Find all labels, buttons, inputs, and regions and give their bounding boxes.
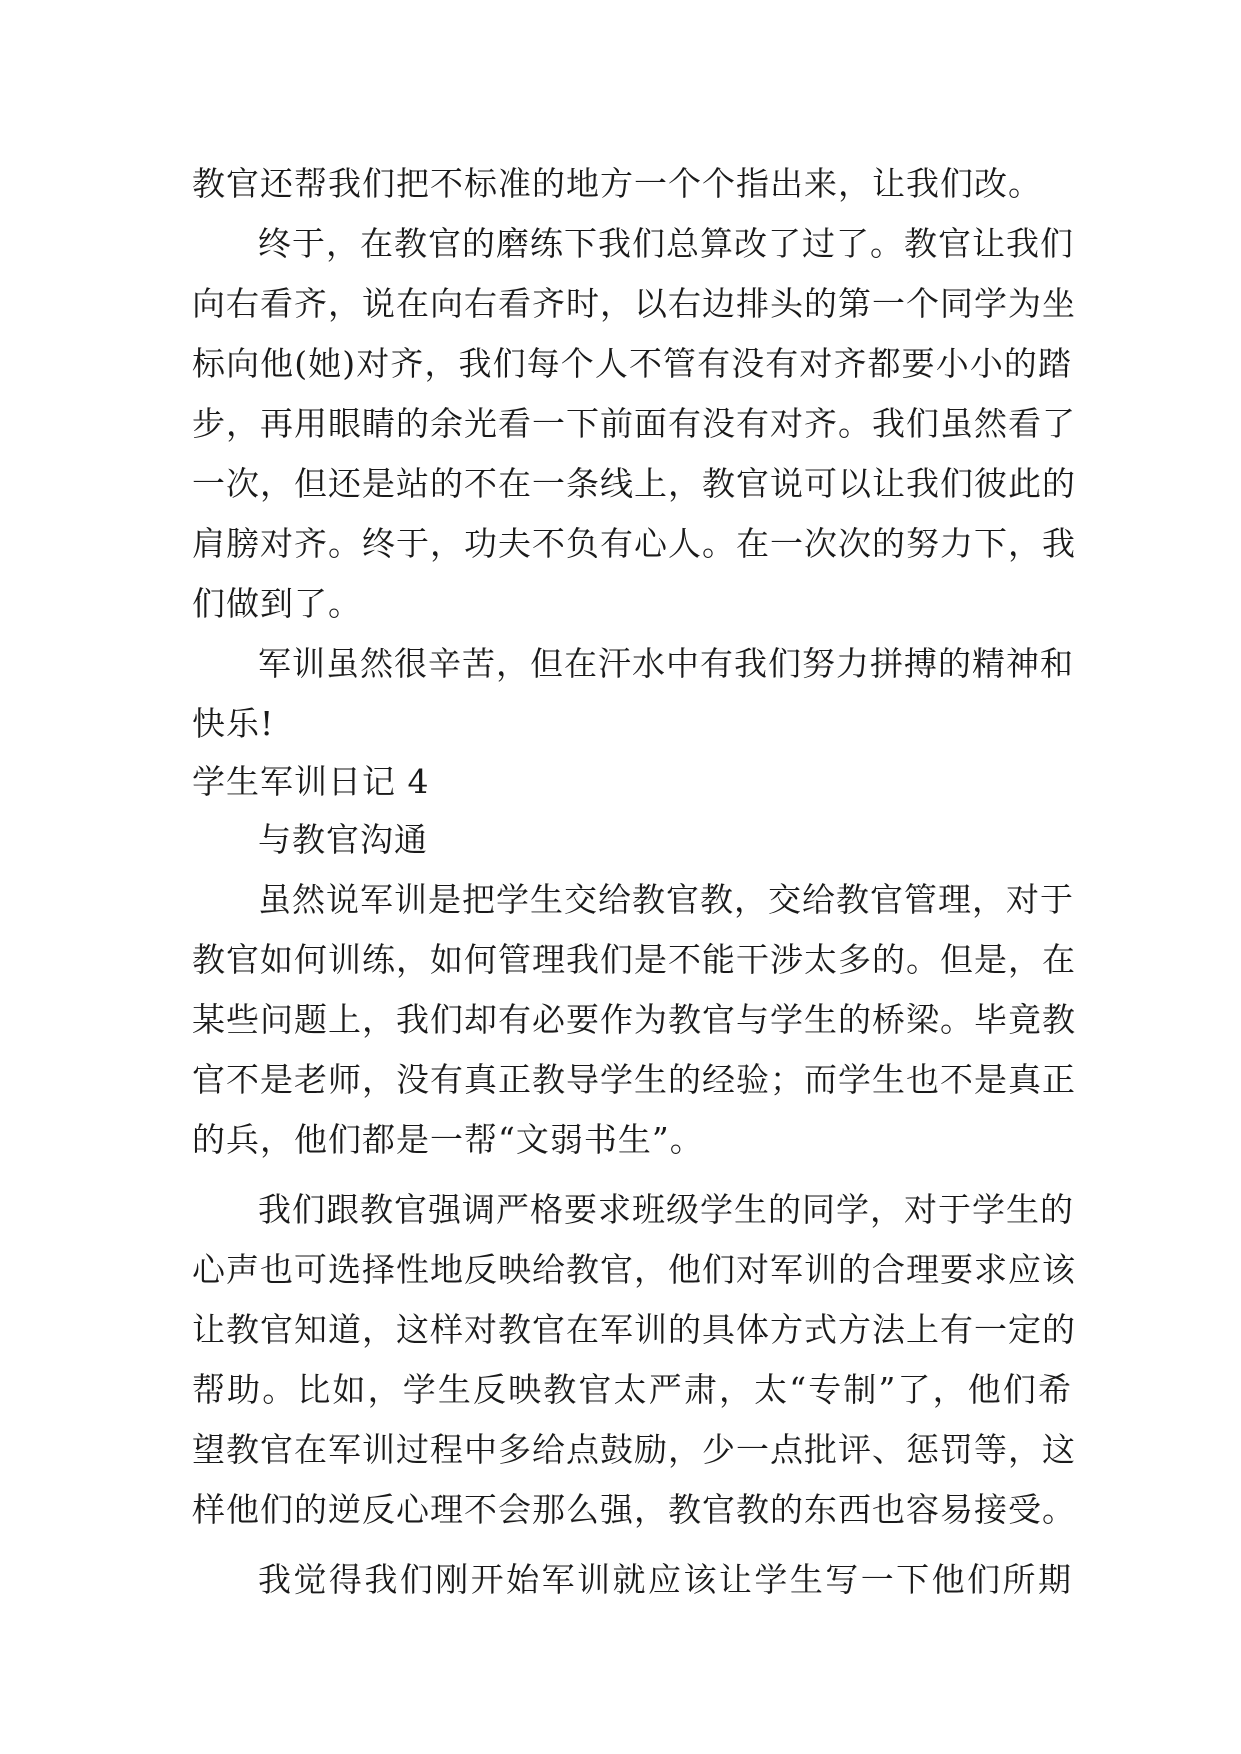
paragraph-start-line: 我们跟教官强调严格要求班级学生的同学，对于学生的 (258, 1190, 1074, 1229)
subheading: 与教官沟通 (258, 820, 428, 859)
text-line: 官不是老师，没有真正教导学生的经验；而学生也不是真正 (192, 1060, 1076, 1099)
paragraph-start-line: 终于，在教官的磨练下我们总算改了过了。教官让我们 (258, 224, 1074, 263)
text-line: 望教官在军训过程中多给点鼓励，少一点批评、惩罚等，这 (192, 1430, 1076, 1469)
text-line: 心声也可选择性地反映给教官，他们对军训的合理要求应该 (192, 1250, 1076, 1289)
text-line: 一次，但还是站的不在一条线上，教官说可以让我们彼此的 (192, 464, 1076, 503)
text-line: 样他们的逆反心理不会那么强，教官教的东西也容易接受。 (192, 1490, 1076, 1529)
text-line: 标向他(她)对齐，我们每个人不管有没有对齐都要小小的踏 (192, 344, 1072, 383)
text-line: 肩膀对齐。终于，功夫不负有心人。在一次次的努力下，我 (192, 524, 1076, 563)
text-line: 向右看齐，说在向右看齐时，以右边排头的第一个同学为坐 (192, 284, 1076, 323)
text-line: 步，再用眼睛的余光看一下前面有没有对齐。我们虽然看了 (192, 404, 1076, 443)
text-line: 们做到了。 (192, 584, 362, 623)
paragraph-start-line: 军训虽然很辛苦，但在汗水中有我们努力拼搏的精神和 (258, 644, 1074, 683)
text-line: 某些问题上，我们却有必要作为教官与学生的桥梁。毕竟教 (192, 1000, 1076, 1039)
text-line: 的兵，他们都是一帮“文弱书生”。 (192, 1120, 704, 1159)
paragraph-start-line: 虽然说军训是把学生交给教官教，交给教官管理，对于 (258, 880, 1074, 919)
text-line: 帮助。比如，学生反映教官太严肃，太“专制”了，他们希 (192, 1370, 1072, 1409)
text-line: 快乐! (192, 704, 275, 743)
paragraph-start-line: 我觉得我们刚开始军训就应该让学生写一下他们所期 (258, 1560, 1072, 1599)
section-heading: 学生军训日记 4 (192, 762, 430, 801)
text-line: 让教官知道，这样对教官在军训的具体方式方法上有一定的 (192, 1310, 1076, 1349)
text-line: 教官如何训练，如何管理我们是不能干涉太多的。但是，在 (192, 940, 1076, 979)
text-line: 教官还帮我们把不标准的地方一个个指出来，让我们改。 (192, 164, 1042, 203)
